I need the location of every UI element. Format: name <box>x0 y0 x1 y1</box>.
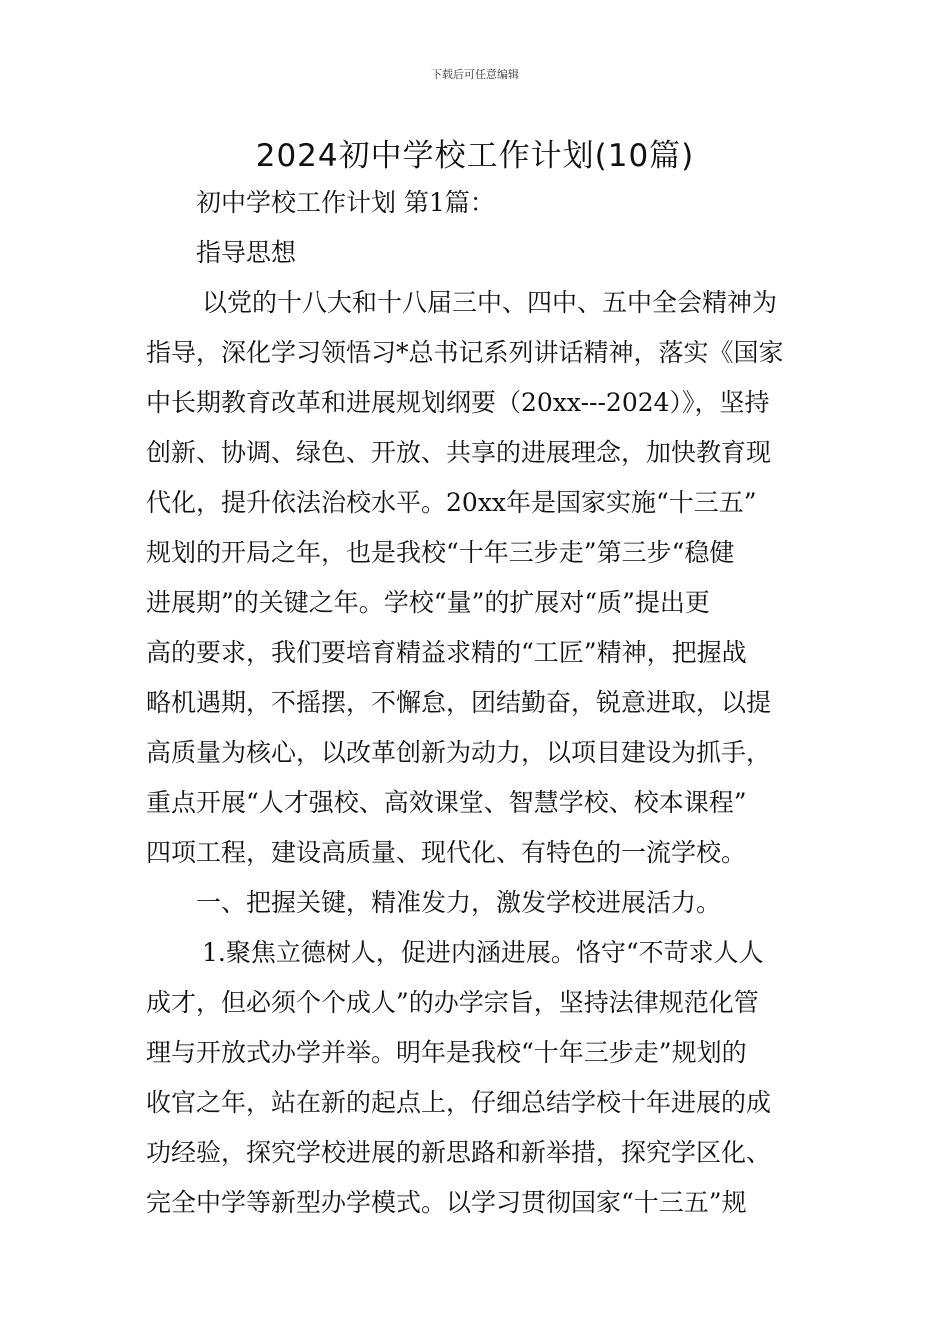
paragraph-1-line: 高质量为核心，以改革创新为动力，以项目建设为抓手， <box>146 738 772 767</box>
paragraph-2-line: 理与开放式办学并举。明年是我校“十年三步走”规划的 <box>146 1038 747 1067</box>
paragraph-2-line: 1.聚焦立德树人，促进内涵进展。恪守“不苛求人人 <box>202 938 764 967</box>
paragraph-1-line: 重点开展“人才强校、高效课堂、智慧学校、校本课程” <box>146 788 747 817</box>
paragraph-1-line: 创新、协调、绿色、开放、共享的进展理念，加快教育现 <box>146 438 772 467</box>
paragraph-1-line: 规划的开局之年，也是我校“十年三步走”第三步“稳健 <box>146 538 735 567</box>
paragraph-2-line: 完全中学等新型办学模式。以学习贯彻国家“十三五”规 <box>146 1188 747 1217</box>
paragraph-2-line: 收官之年，站在新的起点上，仔细总结学校十年进展的成 <box>146 1088 772 1117</box>
document-body <box>146 178 810 1228</box>
subtitle: 初中学校工作计划 第1篇： <box>196 188 495 217</box>
paragraph-1-line: 指导，深化学习领悟习*总书记系列讲话精神，落实《国家 <box>146 338 784 367</box>
document-title: 2024初中学校工作计划(10篇) <box>255 138 695 174</box>
paragraph-1-line: 略机遇期，不摇摆，不懈怠，团结勤奋，锐意进取，以提 <box>146 688 772 717</box>
paragraph-2-line: 成才，但必须个个成人”的办学宗旨，坚持法律规范化管 <box>146 988 759 1017</box>
paragraph-1-line: 进展期”的关键之年。学校“量”的扩展对“质”提出更 <box>146 588 710 617</box>
paragraph-1-line: 高的要求，我们要培育精益求精的“工匠”精神，把握战 <box>146 638 747 667</box>
paragraph-1-line: 四项工程，建设高质量、现代化、有特色的一流学校。 <box>146 838 747 867</box>
paragraph-1 <box>146 278 810 878</box>
paragraph-2 <box>146 928 810 1228</box>
paragraph-1-line: 中长期教育改革和进展规划纲要（20xx---2024）》，坚持 <box>146 388 770 417</box>
section-heading: 指导思想 <box>196 238 297 267</box>
section-1-heading: 一、把握关键，精准发力，激发学校进展活力。 <box>196 888 722 917</box>
paragraph-1-line: 以党的十八大和十八届三中、四中、五中全会精神为 <box>202 288 778 317</box>
paragraph-2-line: 功经验，探究学校进展的新思路和新举措，探究学区化、 <box>146 1138 772 1167</box>
header-note: 下载后可任意编辑 <box>431 68 519 81</box>
paragraph-1-line: 代化，提升依法治校水平。20xx年是国家实施“十三五” <box>146 488 757 517</box>
